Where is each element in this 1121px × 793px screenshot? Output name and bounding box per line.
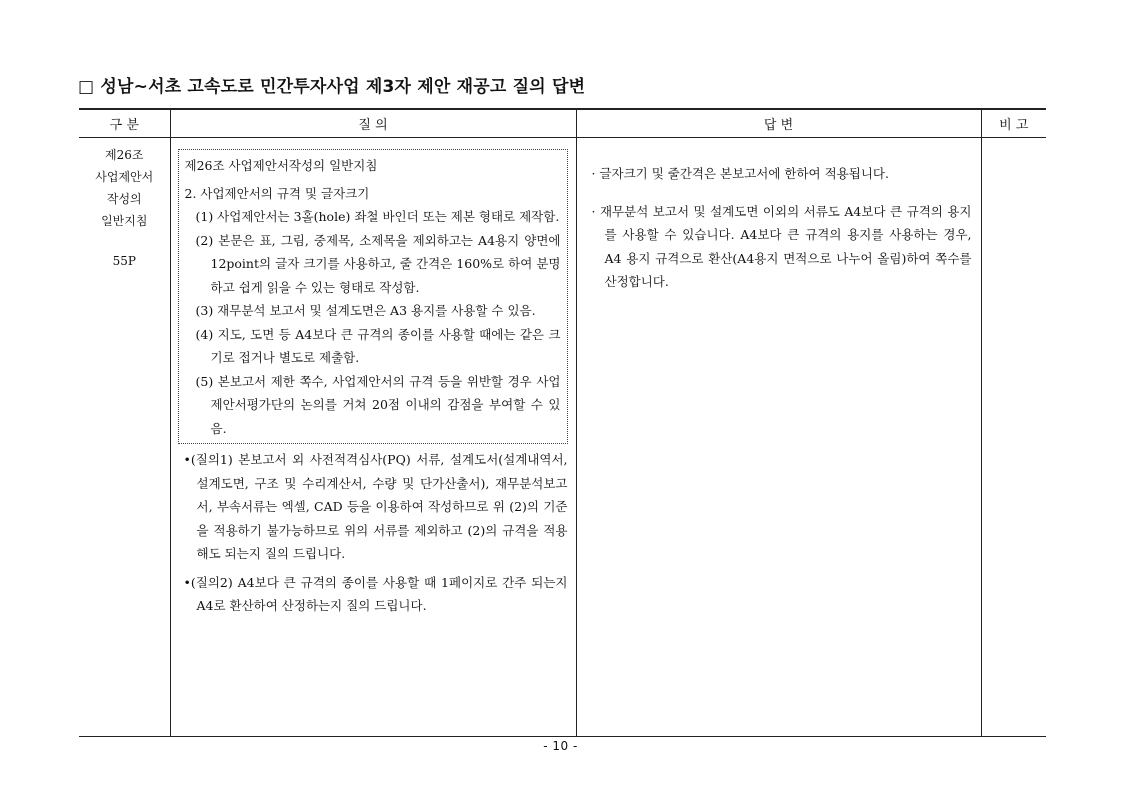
- table-header-row: [79, 109, 1046, 138]
- answer-cell: [576, 138, 981, 737]
- guideline-excerpt-box: [178, 149, 568, 444]
- question-cell: [170, 138, 576, 737]
- header-remarks: 비 고: [981, 109, 1046, 138]
- category-line: 제26조: [105, 148, 144, 162]
- header-category: 구 분: [79, 109, 170, 138]
- excerpt-item: (3) 재무분석 보고서 및 설계도면은 A3 용지를 사용할 수 있음.: [195, 303, 536, 318]
- page-title: □ 성남~서초 고속도로 민간투자사업 제3자 제안 재공고 질의 답변: [78, 77, 586, 97]
- category-cell: [79, 138, 170, 737]
- excerpt-section: 2. 사업제안서의 규격 및 글자크기: [184, 185, 370, 201]
- question-item: •(질의2) A4보다 큰 규격의 종이를 사용할 때 1페이지로 간주 되는지 A4로 환산하여 산정하는지 질의 드립니다.: [183, 574, 568, 613]
- excerpt-title: 제26조 사업제안서작성의 일반지침: [184, 158, 378, 173]
- category-line: 일반지침: [101, 214, 148, 228]
- page-reference: 55P: [112, 254, 136, 268]
- category-line: 작성의: [106, 192, 142, 206]
- qa-table: [79, 108, 1046, 737]
- header-question: 질 의: [170, 109, 576, 138]
- question-item: •(질의1) 본보고서 외 사전적격심사(PQ) 서류, 설계도서(설계내역서, 설계도면, 구조 및 수리계산서, 수량 및 단가산출서), 재무분석보고서, 부속서류는 엑셀, CAD 등을 이용하여 작성하므로 위 (2)의 기준을 적용하기 불가능하므로 위의 서류를 제외하고 (2)의 규격을 적용해도 되는지 질의 드립니다.: [183, 452, 568, 561]
- excerpt-item: (1) 사업제안서는 3홀(hole) 좌철 바인더 또는 제본 형태로 제작함.: [195, 209, 560, 224]
- excerpt-item: (2) 본문은 표, 그림, 중제목, 소제목을 제외하고는 A4용지 양면에 12point의 글자 크기를 사용하고, 줄 간격은 160%로 하여 분명하고 쉽게 읽을 수 있는 형태로 작성함.: [195, 232, 561, 295]
- header-answer: 답 변: [576, 109, 981, 138]
- table-row: [79, 138, 1046, 737]
- page-number: - 10 -: [543, 739, 578, 753]
- excerpt-item: (4) 지도, 도면 등 A4보다 큰 규격의 종이를 사용할 때에는 같은 크기로 접거나 별도로 제출함.: [195, 326, 561, 365]
- excerpt-item: (5) 본보고서 제한 쪽수, 사업제안서의 규격 등을 위반할 경우 사업제안서평가단의 논의를 거쳐 20점 이내의 감점을 부여할 수 있음.: [195, 373, 561, 436]
- answer-item: · 재무분석 보고서 및 설계도면 이외의 서류도 A4보다 큰 규격의 용지를 사용할 수 있습니다. A4보다 큰 규격의 용지를 사용하는 경우, A4 용지 규격으로 환산(A4용지 면적으로 나누어 올림)하여 쪽수를 산정합니다.: [591, 203, 972, 289]
- remarks-cell: [981, 138, 1046, 737]
- category-line: 사업제안서: [95, 170, 154, 184]
- answer-item: · 글자크기 및 줄간격은 본보고서에 한하여 적용됩니다.: [591, 166, 889, 181]
